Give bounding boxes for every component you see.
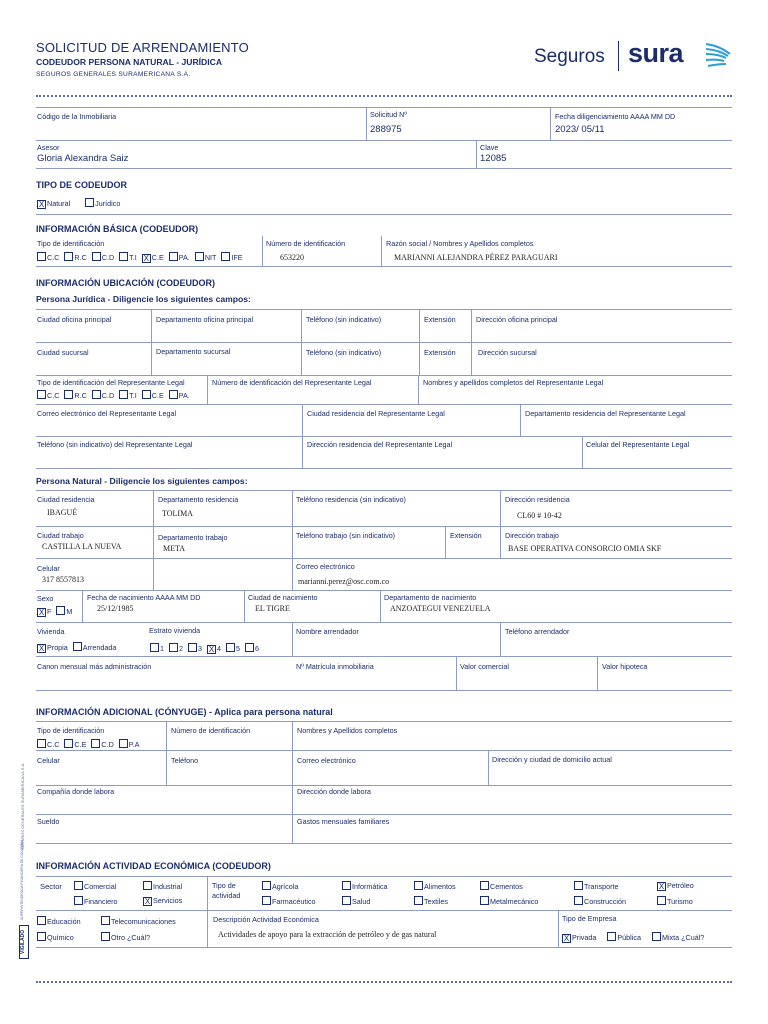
estrato-3-checkbox[interactable] <box>188 643 197 652</box>
razon-social-field[interactable]: MARIANNI ALEJANDRA PÉREZ PARAGUARI <box>394 253 558 262</box>
estrato-2-label: 2 <box>179 644 183 653</box>
vivienda-label: Vivienda <box>37 627 65 636</box>
dir-res-field[interactable]: CL60 # 10-42 <box>517 511 562 520</box>
asesor-label: Asesor <box>37 143 60 152</box>
brand-divider <box>618 41 619 71</box>
brand-seguros: Seguros <box>534 46 605 67</box>
agricola-checkbox[interactable] <box>262 881 271 890</box>
metalmecanico-checkbox[interactable] <box>480 896 489 905</box>
conyuge-tipo-id-label: Tipo de identificación <box>37 726 105 735</box>
otro-checkbox[interactable] <box>101 932 110 941</box>
rep-cd-label: C.D <box>101 391 115 400</box>
estrato-6-label: 6 <box>255 644 259 653</box>
tel-arr-label: Teléfono arrendador <box>505 627 570 636</box>
ti-checkbox[interactable] <box>119 252 128 261</box>
side-superintendencia-text: SUPERINTENDENCIA FINANCIERA DE COLOMBIA <box>20 839 24 920</box>
educacion-label: Educación <box>47 917 81 926</box>
tipo-actividad-label: Tipo de actividad <box>212 881 241 900</box>
razon-social-label: Razón social / Nombres y Apellidos completos <box>386 239 534 248</box>
ciudad-res-field[interactable]: IBAGUÉ <box>47 508 78 517</box>
side-company-text: SEGUROS GENERALES SURAMERICANA S.A. <box>20 762 25 850</box>
comercial-checkbox[interactable] <box>74 881 83 890</box>
rep-cd-checkbox[interactable] <box>92 390 101 399</box>
tipo-codeudor-title: TIPO DE CODEUDOR <box>36 180 128 190</box>
estrato-5-checkbox[interactable] <box>226 643 235 652</box>
transporte-label: Transporte <box>584 882 619 891</box>
arrendada-label: Arrendada <box>82 643 117 652</box>
tipo-empresa-label: Tipo de Empresa <box>562 914 617 923</box>
ext-trab-label: Extensión <box>450 531 482 540</box>
canon-label: Canon mensual más administración <box>37 662 152 671</box>
desc-actividad-field[interactable]: Actividades de apoyo para la extracción de petróleo y de gas natural <box>218 930 437 939</box>
correo-rep-label: Correo electrónico del Representante Legal <box>37 409 177 418</box>
tel-trab-label: Teléfono trabajo (sin indicativo) <box>296 531 396 540</box>
numero-id-field[interactable]: 653220 <box>280 253 304 262</box>
estrato-3-label: 3 <box>198 644 202 653</box>
correo-field[interactable]: marianni.perez@osc.com.co <box>298 577 390 586</box>
cd-checkbox[interactable] <box>92 252 101 261</box>
conyuge-direccion-label: Dirección y ciudad de domicilio actual <box>492 755 612 764</box>
dir-res-label: Dirección residencia <box>505 495 570 504</box>
fecha-label: Fecha diligenciamiento AAAA MM DD <box>555 112 676 121</box>
clave-label: Clave <box>480 143 499 152</box>
telefono-sucursal-label: Teléfono (sin indicativo) <box>306 348 382 357</box>
vigilado-text: VIGILADO <box>20 929 26 955</box>
telecom-label: Telecomunicaciones <box>111 917 176 926</box>
conyuge-cc-checkbox[interactable] <box>37 739 46 748</box>
telecom-checkbox[interactable] <box>101 916 110 925</box>
privada-checkbox[interactable]: X <box>563 934 570 943</box>
divider-bottom <box>36 981 732 983</box>
rep-cc-checkbox[interactable] <box>37 390 46 399</box>
educacion-checkbox[interactable] <box>37 916 46 925</box>
ife-label: IFE <box>231 253 243 262</box>
direccion-oficina-label: Dirección oficina principal <box>476 315 558 324</box>
arrendada-checkbox[interactable] <box>73 642 82 651</box>
textiles-label: Textiles <box>424 897 448 906</box>
conyuge-cd-checkbox[interactable] <box>91 739 100 748</box>
valor-comercial-label: Valor comercial <box>460 662 509 671</box>
tel-rep-label: Teléfono (sin indicativo) del Representante Legal <box>37 440 193 449</box>
financiero-checkbox[interactable] <box>74 896 83 905</box>
rep-pa-label: PA. <box>178 391 190 400</box>
industrial-label: Industrial <box>153 882 183 891</box>
nit-label: NIT <box>204 253 217 262</box>
pa-checkbox[interactable] <box>169 252 178 261</box>
informatica-label: Informática <box>352 882 388 891</box>
natural-title: Persona Natural - Diligencie los siguientes campos: <box>36 476 248 486</box>
depto-sucursal-label: Departamento sucursal <box>156 347 231 356</box>
conyuge-ce-checkbox[interactable] <box>64 739 73 748</box>
extension-sucursal-label: Extensión <box>424 348 456 357</box>
sura-wings-icon <box>704 38 732 72</box>
depto-nac-label: Departamento de nacimiento <box>384 593 477 602</box>
direccion-sucursal-label: Dirección sucursal <box>478 348 537 357</box>
depto-trab-label: Departamento trabajo <box>158 533 228 542</box>
basica-title: INFORMACIÓN BÁSICA (CODEUDOR) <box>36 224 199 234</box>
rep-pa-checkbox[interactable] <box>169 390 178 399</box>
ciudad-trab-field[interactable]: CASTILLA LA NUEVA <box>42 542 122 551</box>
cementos-label: Cementos <box>490 882 523 891</box>
form-subtitle: CODEUDOR PERSONA NATURAL - JURÍDICA <box>36 57 223 67</box>
brand-sura: sura <box>628 38 684 68</box>
divider-top <box>36 95 732 97</box>
solicitud-field[interactable]: 288975 <box>370 124 402 135</box>
farmaceutico-checkbox[interactable] <box>262 896 271 905</box>
quimico-label: Químico <box>47 933 74 942</box>
rep-ce-checkbox[interactable] <box>142 390 151 399</box>
mixta-checkbox[interactable] <box>652 932 661 941</box>
tipo-id-rep-options <box>37 390 193 400</box>
estrato-4-label: 4 <box>217 644 221 653</box>
alimentos-checkbox[interactable] <box>414 881 423 890</box>
codigo-label: Código de la Inmobiliaria <box>37 112 117 121</box>
asesor-field[interactable]: Gloria Alexandra Saiz <box>37 153 129 164</box>
ce-checkbox[interactable]: X <box>143 254 149 263</box>
conyuge-title: INFORMACIÓN ADICIONAL (CÓNYUGE) - Aplica para persona natural <box>36 707 333 717</box>
otro-label: Otro ¿Cuál? <box>111 933 151 942</box>
ciudad-res-label: Ciudad residencia <box>37 495 95 504</box>
agricola-label: Agrícola <box>272 882 299 891</box>
conyuge-cd-label: C.D <box>101 740 114 749</box>
desc-actividad-label: Descripción Actividad Económica <box>213 915 319 924</box>
juridico-label: Jurídico <box>95 199 121 208</box>
actividad-title: INFORMACIÓN ACTIVIDAD ECONÓMICA (CODEUDOR) <box>36 861 271 871</box>
depto-res-label: Departamento residencia <box>158 495 239 504</box>
conyuge-gastos-label: Gastos mensuales familiares <box>297 817 390 826</box>
tipo-id-options <box>37 252 246 263</box>
fecha-field[interactable]: 2023/ 05/11 <box>555 124 605 135</box>
conyuge-correo-label: Correo electrónico <box>297 756 356 765</box>
publica-label: Pública <box>617 933 641 942</box>
ciudad-nac-field[interactable]: EL TIGRE <box>255 604 290 613</box>
fecha-nac-label: Fecha de nacimiento AAAA MM DD <box>87 593 201 602</box>
tipo-id-label: Tipo de identificación <box>37 239 105 248</box>
solicitud-label: Solicitud Nº <box>370 110 407 119</box>
cementos-checkbox[interactable] <box>480 881 489 890</box>
conyuge-cc-label: C.C <box>47 740 60 749</box>
alimentos-label: Alimentos <box>424 882 456 891</box>
sector-label: Sector <box>40 882 62 891</box>
rep-ti-checkbox[interactable] <box>119 390 128 399</box>
propia-checkbox[interactable]: X <box>38 644 45 653</box>
turismo-checkbox[interactable] <box>657 896 666 905</box>
telefono-oficina-label: Teléfono (sin indicativo) <box>306 315 382 324</box>
ife-checkbox[interactable] <box>221 252 230 261</box>
ciudad-trab-label: Ciudad trabajo <box>37 531 84 540</box>
turismo-label: Turismo <box>667 897 693 906</box>
depto-oficina-label: Departamento oficina principal <box>156 315 254 324</box>
extension-oficina-label: Extensión <box>424 315 456 324</box>
depto-res-rep-label: Departamento residencia del Representante Legal <box>525 409 686 418</box>
clave-field[interactable]: 12085 <box>480 153 507 164</box>
conyuge-dir-labora-label: Dirección donde labora <box>297 787 371 796</box>
ciudad-sucursal-label: Ciudad sucursal <box>37 348 89 357</box>
natural-checkbox[interactable]: X <box>38 200 45 209</box>
conyuge-ce-label: C.E <box>74 740 87 749</box>
ciudad-res-rep-label: Ciudad residencia del Representante Legal <box>307 409 445 418</box>
metalmecanico-label: Metalmecánico <box>490 897 539 906</box>
conyuge-compania-label: Compañía donde labora <box>37 787 115 796</box>
ciudad-oficina-label: Ciudad oficina principal <box>37 315 112 324</box>
estrato-label: Estrato vivienda <box>149 626 201 635</box>
fecha-nac-field[interactable]: 25/12/1985 <box>97 604 134 613</box>
informatica-checkbox[interactable] <box>342 881 351 890</box>
matricula-label: Nº Matrícula inmobiliaria <box>296 662 374 671</box>
correo-label: Correo electrónico <box>296 562 355 571</box>
vigilado-badge <box>19 925 29 959</box>
rep-rc-checkbox[interactable] <box>64 390 73 399</box>
petroleo-label: Petróleo <box>667 881 694 890</box>
sexo-f-checkbox[interactable]: X <box>38 608 45 617</box>
farmaceutico-label: Farmacéutico <box>272 897 316 906</box>
estrato-5-label: 5 <box>236 644 240 653</box>
rc-label: R.C <box>74 253 87 262</box>
rep-ti-label: T.I <box>129 391 137 400</box>
servicios-checkbox[interactable]: X <box>144 897 151 906</box>
salud-label: Salud <box>352 897 371 906</box>
sexo-f-label: F <box>47 607 52 616</box>
quimico-checkbox[interactable] <box>37 932 46 941</box>
cc-label: C.C <box>47 253 60 262</box>
ubicacion-title: INFORMACIÓN UBICACIÓN (CODEUDOR) <box>36 278 215 288</box>
natural-label: Natural <box>47 199 71 208</box>
construccion-checkbox[interactable] <box>574 896 583 905</box>
depto-res-field[interactable]: TOLIMA <box>162 509 193 518</box>
construccion-label: Construcción <box>584 897 626 906</box>
depto-trab-field[interactable]: META <box>163 544 186 553</box>
estrato-1-label: 1 <box>160 644 164 653</box>
form-title: SOLICITUD DE ARRENDAMIENTO <box>36 40 249 55</box>
celular-label: Celular <box>37 564 60 573</box>
transporte-checkbox[interactable] <box>574 881 583 890</box>
sexo-m-checkbox[interactable] <box>56 606 65 615</box>
numero-id-label: Número de identificación <box>266 239 346 248</box>
estrato-4-checkbox[interactable]: X <box>208 645 215 654</box>
nit-checkbox[interactable] <box>195 252 204 261</box>
rep-cc-label: C.C <box>47 391 60 400</box>
conyuge-celular-label: Celular <box>37 756 60 765</box>
mixta-label: Mixta ¿Cuál? <box>661 933 705 942</box>
conyuge-nombres-label: Nombres y Apellidos completos <box>297 726 398 735</box>
pa-label: PA. <box>178 253 190 262</box>
num-id-rep-label: Número de identificación del Representante Legal <box>212 378 372 387</box>
rep-rc-label: R.C <box>74 391 87 400</box>
tel-res-label: Teléfono residencia (sin indicativo) <box>296 495 406 504</box>
dir-trab-label: Dirección trabajo <box>505 531 559 540</box>
codigo-field[interactable] <box>37 120 365 138</box>
sexo-label: Sexo <box>37 594 54 603</box>
juridico-checkbox[interactable] <box>85 198 94 207</box>
estrato-1-checkbox[interactable] <box>150 643 159 652</box>
depto-nac-field[interactable]: ANZOATEGUI VENEZUELA <box>390 604 491 613</box>
salud-checkbox[interactable] <box>342 896 351 905</box>
privada-label: Privada <box>572 933 597 942</box>
nombres-rep-label: Nombres y apellidos completos del Representante Legal <box>423 378 604 387</box>
servicios-label: Servicios <box>153 896 183 905</box>
petroleo-checkbox[interactable]: X <box>658 882 665 891</box>
textiles-checkbox[interactable] <box>414 896 423 905</box>
juridica-title: Persona Jurídica - Diligencie los siguientes campos: <box>36 294 251 304</box>
industrial-checkbox[interactable] <box>143 881 152 890</box>
ciudad-nac-label: Ciudad de nacimiento <box>248 593 318 602</box>
publica-checkbox[interactable] <box>607 932 616 941</box>
rep-ce-label: C.E <box>151 391 164 400</box>
dir-trab-field[interactable]: BASE OPERATIVA CONSORCIO OMIA SKF <box>508 544 662 553</box>
cd-label: C.D <box>101 253 115 262</box>
ce-label: C.E <box>151 253 164 262</box>
conyuge-sueldo-label: Sueldo <box>37 817 60 826</box>
conyuge-num-id-label: Número de identificación <box>171 726 251 735</box>
propia-label: Propia <box>47 643 68 652</box>
conyuge-telefono-label: Teléfono <box>171 756 199 765</box>
valor-hipoteca-label: Valor hipoteca <box>602 662 648 671</box>
conyuge-pa-checkbox[interactable] <box>119 739 128 748</box>
celular-field[interactable]: 317 8557813 <box>42 575 84 584</box>
sexo-m-label: M <box>66 607 73 616</box>
estrato-6-checkbox[interactable] <box>245 643 254 652</box>
comercial-label: Comercial <box>84 882 117 891</box>
tipo-id-rep-label: Tipo de identificación del Representante Legal <box>37 378 185 387</box>
cel-rep-label: Celular del Representante Legal <box>586 440 690 449</box>
estrato-2-checkbox[interactable] <box>169 643 178 652</box>
brand-logo <box>534 38 734 74</box>
ti-label: T.I <box>129 253 137 262</box>
dir-res-rep-label: Dirección residencia del Representante Legal <box>307 440 453 449</box>
financiero-label: Financiero <box>84 897 118 906</box>
nombre-arr-label: Nombre arrendador <box>296 627 359 636</box>
rc-checkbox[interactable] <box>64 252 73 261</box>
company-name: SEGUROS GENERALES SURAMERICANA S.A. <box>36 71 191 78</box>
conyuge-pa-label: P.A <box>128 740 140 749</box>
cc-checkbox[interactable] <box>37 252 46 261</box>
